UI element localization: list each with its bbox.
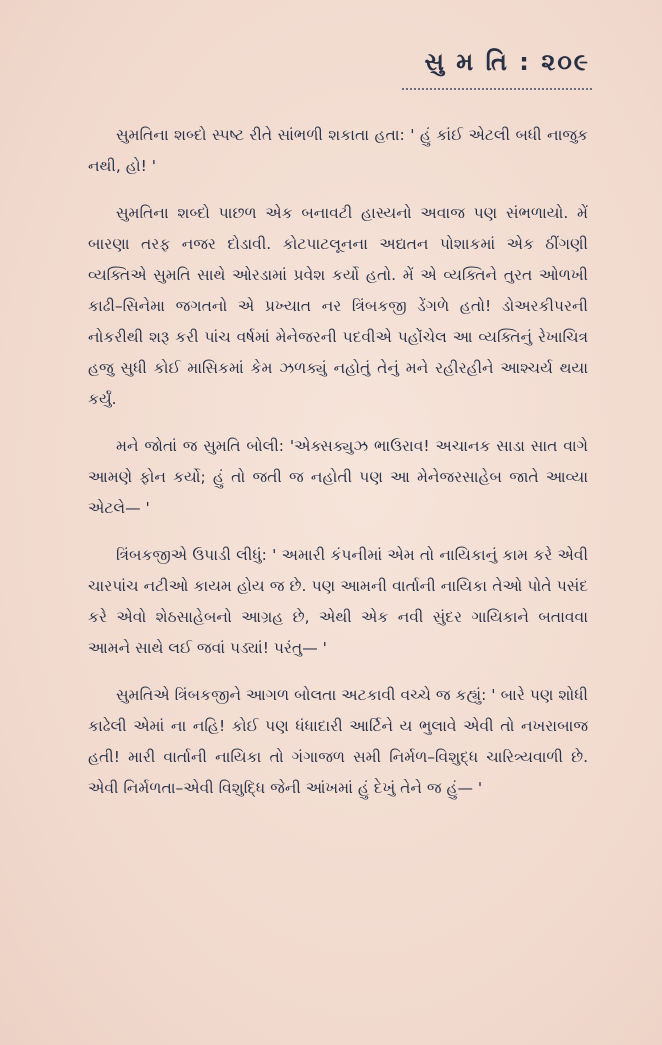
- body-text: [88, 120, 588, 820]
- paragraph-4: ત્રિંબકજીએ ઉપાડી લીધું: ' અમારી કંપનીમાં એમ તો નાયિકાનું કામ કરે એવી ચારપાંચ નટીઓ કાયમ હોય જ છે. પણ આમની વાર્તાની નાયિકા તેઓ પોતે પસંદ કરે એવો શેઠસાહેબનો આગ્રહ છે, એથી એક નવી સુંદર ગાયિકાને બતાવવા આમને સાથે લઈ જવાં પડ્યાં! પરંતુ— ': [88, 546, 588, 657]
- paragraph-5: સુમતિએ ત્રિંબકજીને આગળ બોલતા અટકાવી વચ્ચે જ કહ્યું: ' બારે પણ શોધી કાઢેલી એમાં ના નહિ! કોઈ પણ ધંધાદારી આર્ટિને ય ભુલાવે એવી તો નખરાબાજ હતી! મારી વાર્તાની નાયિકા તો ગંગાજળ સમી નિર્મળ–વિશુદ્ધ ચારિત્ર્યવાળી છે. એવી નિર્મળતા–એવી વિશુદ્ધિ જેની આંખમાં હું દેખું તેને જ હું— ': [88, 686, 588, 797]
- paragraph-3: મને જોતાં જ સુમતિ બોલી: 'એક્સક્યુઝ ભાઉરાવ! અચાનક સાડા સાત વાગે આમણે ફોન કર્યો; હું તો જતી જ નહોતી પણ આ મેનેજરસાહેબ જાતે આવ્યા એટલે— ': [88, 437, 588, 517]
- paragraph-2: સુમતિના શબ્દો પાછળ એક બનાવટી હાસ્યનો અવાજ પણ સંભળાયો. મેં બારણા તરફ નજર દોડાવી. કોટપાટલૂનના અદ્યતન પોશાકમાં એક ઠીંગણી વ્યક્તિએ સુમતિ સાથે ઓરડામાં પ્રવેશ કર્યો હતો. મેં એ વ્યક્તિને તુરત ઓળખી કાઢી–સિનેમા જગતનો એ પ્રખ્યાત નર ત્રિંબકજી ડેંગળે હતો! ડોઅરકીપરની નોકરીથી શરૂ કરી પાંચ વર્ષમાં મેનેજરની પદવીએ પહોંચેલ આ વ્યક્તિનું રેખાચિત્ર હજુ સુધી કોઈ માસિકમાં કેમ ઝળક્યું નહોતું તેનું મને રહીરહીને આશ્ચર્ય થયા કર્યું.: [88, 204, 588, 408]
- header-underline: [402, 88, 592, 90]
- paragraph-1: સુમતિના શબ્દો સ્પષ્ટ રીતે સાંભળી શકાતા હતા: ' હું કાંઈ એટલી બધી નાજુક નથી, હો! ': [88, 126, 588, 175]
- page-header: સુ મ તિ : ૨૦૯: [424, 48, 590, 76]
